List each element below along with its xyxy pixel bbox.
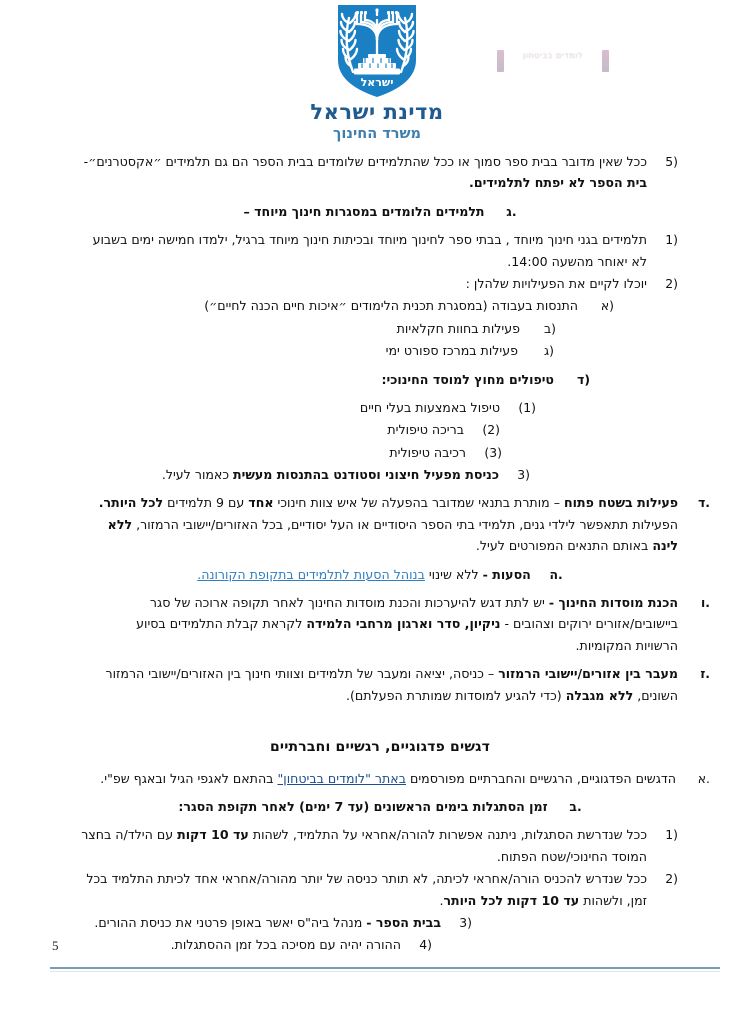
heading-marker: .ו bbox=[701, 595, 710, 611]
vav-line2-bold: ניקיון, סדר וארגון מרחבי הלמידה bbox=[306, 616, 501, 632]
he-plain: ללא שינוי bbox=[424, 566, 483, 582]
zayin-line2-bold: ללא מגבלה bbox=[565, 687, 634, 703]
list-item bbox=[50, 825, 678, 867]
document-header bbox=[0, 0, 754, 152]
list-item bbox=[50, 465, 678, 485]
page-number: 5 bbox=[52, 938, 59, 953]
zayin-line2-rest: (כדי להגיע למוסדות שמותרת הפעלתם). bbox=[345, 687, 566, 703]
section-heading-dalet bbox=[50, 493, 710, 556]
vav-bold-lead: הכנת מוסדות החינוך - bbox=[548, 595, 678, 611]
section-heading-he bbox=[50, 565, 710, 585]
zayin-line1-rest: – כניסה, יציאה ומעבר של תלמידים וצוותי חינוך בין האזורים/יישובי הרמזור bbox=[105, 666, 499, 682]
he-body bbox=[197, 565, 531, 585]
lomdim-bebitachon-watermark-logo bbox=[497, 46, 609, 78]
list-marker: (1) bbox=[518, 399, 536, 415]
heading-text: תלמידים הלומדים במסגרות חינוך מיוחד – bbox=[243, 203, 485, 219]
list-item-text bbox=[50, 913, 441, 933]
list-item bbox=[50, 398, 560, 418]
list-marker: (ב bbox=[544, 320, 556, 336]
dalet-bold-lead: פעילות בשטח פתוח bbox=[564, 495, 678, 511]
item-3-rest: כאמור לעיל. bbox=[161, 467, 234, 483]
pedb1-pre: ככל שנדרשת הסתגלות, ניתנה אפשרות להורה/אחראי על התלמיד, לשהות bbox=[248, 827, 647, 843]
list-item-text bbox=[50, 825, 647, 867]
dalet-bold-ehad: אחד bbox=[248, 495, 274, 511]
item-3-bold: כניסת מפעיל חיצוני וסטודנט בהתנסות מעשית bbox=[233, 467, 499, 483]
list-marker: (2 bbox=[665, 871, 678, 887]
logo-bar-left bbox=[497, 50, 504, 72]
list-item bbox=[50, 420, 560, 440]
list-item-text: זמן הסתגלות בימים הראשונים (עד 7 ימים) לאחר תקופת הסגר: bbox=[178, 799, 548, 815]
zayin-line2-pre: השונים, bbox=[633, 687, 678, 703]
section-heading-vav bbox=[50, 593, 710, 656]
list-item-text: התנסות בעבודה (במסגרת תכנית הלימודים ״איכות חיים הכנה לחיים״) bbox=[204, 298, 578, 314]
list-item bbox=[50, 913, 678, 933]
item-g1-line1: תלמידים בגני חינוך מיוחד , בבתי ספר לחינוך מיוחד ובכיתות חינוך מיוחד ברגיל, ילמדו חמישה ימים בשבוע bbox=[92, 232, 647, 248]
pedb2-post: . bbox=[439, 892, 444, 908]
pedagogic-section-title: דגשים פדגוגיים, רגשיים וחברתיים bbox=[269, 738, 491, 755]
list-marker: (א bbox=[600, 298, 614, 314]
logo-bar-right bbox=[602, 50, 609, 72]
hasaot-nohal-link[interactable]: בנוהל הסעות לתלמידים בתקופת הקורונה. bbox=[197, 566, 425, 582]
dalet-line2 bbox=[50, 515, 678, 535]
list-item bbox=[50, 341, 614, 361]
list-marker: (2) bbox=[482, 422, 500, 438]
pedb1-bold: עד 10 דקות bbox=[177, 827, 249, 843]
ped-a-post: בהתאם לאגפי הגיל ובאגף שפ"י. bbox=[100, 770, 278, 786]
pedb3-rest: מנהל ביה"ס יאשר באופן פרטני את כניסת ההורים. bbox=[94, 915, 367, 930]
list-item bbox=[50, 935, 678, 955]
ped-a-pre: הדגשים הפדגוגיים, הרגשיים והחברתיים מפורסמים bbox=[405, 770, 676, 786]
document-body bbox=[0, 152, 754, 956]
dalet-line3-rest: באותם התנאים המפורטים לעיל. bbox=[475, 538, 653, 554]
state-emblem-of-israel-icon bbox=[334, 2, 420, 100]
pedb1-line2: המוסד החינוכי/שטח הפתוח. bbox=[496, 848, 647, 864]
list-item-text: טיפולים מחוץ למוסד החינוכי: bbox=[381, 371, 554, 387]
vav-line2-rest: לקראת קבלת התלמידים בסיוע bbox=[136, 616, 307, 632]
list-item bbox=[50, 296, 614, 316]
pedb2-line1: ככל שנדרש להכניס הורה/אחראי לכיתה, לא תותר כניסה של יותר מהורה/אחראי אחד לכיתת התלמיד בכל bbox=[86, 871, 647, 887]
list-item bbox=[50, 769, 710, 789]
state-name-label: מדינת ישראל bbox=[310, 100, 444, 124]
vav-body bbox=[50, 593, 678, 656]
vav-line1-rest: יש לתת דגש להיערכות והכנת מוסדות החינוך לאחר תקופה ארוכה של סגר bbox=[149, 595, 549, 611]
zayin-body bbox=[50, 664, 678, 706]
dalet-bold-lo: ללא bbox=[107, 516, 133, 532]
list-item-text: יוכלו לקיים את הפעילויות שלהלן : bbox=[465, 275, 647, 291]
dalet-line2-pre: הפעילות תתאפשר לילדי גנים, תלמידי בתי הספר היסודיים או העל יסודיים, בכל האזורים/יישובי הרמזור, bbox=[132, 516, 678, 532]
list-item-text: ההורה יהיה עם מסיכה בכל זמן ההסתגלות. bbox=[170, 937, 401, 953]
dalet-line3 bbox=[50, 536, 678, 556]
he-bold-lead: הסעות - bbox=[482, 566, 531, 582]
logo-wordmark: לומדים בביטחון bbox=[522, 51, 584, 60]
dalet-mid2: עם 9 תלמידים bbox=[163, 495, 249, 511]
pedb2-bold: עד 10 דקות לכל היותר bbox=[443, 892, 580, 908]
list-item-text: פעילות במרכז ספורט ימי bbox=[385, 343, 518, 359]
item-5-line2-bold: בית הספר לא יפתח לתלמידים. bbox=[469, 175, 647, 191]
list-item bbox=[50, 319, 614, 339]
list-item-text: פעילות בחוות חקלאיות bbox=[396, 320, 520, 336]
svg-text:ישראל: ישראל bbox=[360, 76, 394, 89]
vav-line3: הרשויות המקומיות. bbox=[575, 637, 678, 653]
list-item-text: בריכה טיפולית bbox=[387, 422, 464, 438]
footer-divider bbox=[50, 967, 720, 969]
list-item-text bbox=[50, 465, 499, 485]
list-marker: (4 bbox=[419, 937, 432, 953]
pedb3-bold: בבית הספר - bbox=[366, 915, 441, 930]
list-marker: (3 bbox=[459, 915, 472, 930]
ministry-branding bbox=[277, 2, 477, 143]
dalet-mid: – מותרת בתנאי שמדובר בהפעלה של איש צוות חינוכי bbox=[273, 495, 564, 511]
heading-marker: .ז bbox=[700, 666, 710, 682]
list-item-text bbox=[50, 152, 647, 194]
vav-line2 bbox=[50, 614, 678, 634]
section-heading-gimel bbox=[50, 202, 710, 222]
heading-body bbox=[50, 493, 678, 556]
list-item bbox=[50, 370, 614, 390]
pedb1-post: עם הילד/ה בחצר bbox=[81, 827, 178, 843]
zayin-line2 bbox=[50, 686, 678, 706]
heading-marker: .ד bbox=[698, 495, 710, 511]
vav-line2-pre: ביישובים/אזורים ירוקים וצהובים - bbox=[500, 616, 678, 632]
list-item-text bbox=[50, 869, 647, 911]
list-item bbox=[50, 797, 710, 817]
item-5-line1: ככל שאין מדובר בבית ספר סמוך או ככל שהתלמידים שלומדים בבית הספר הם גם תלמידים ״אקסטרנים״- bbox=[83, 154, 647, 169]
pedb2-pre: זמן, ולשהות bbox=[579, 892, 647, 908]
list-item-text bbox=[50, 230, 647, 272]
dalet-bold-tail: לכל היותר. bbox=[98, 495, 164, 511]
list-item bbox=[50, 230, 678, 272]
list-marker: .א bbox=[697, 770, 710, 786]
list-item-text: טיפול באמצעות בעלי חיים bbox=[359, 399, 500, 415]
section-heading-zayin bbox=[50, 664, 710, 706]
heading-marker: .ה bbox=[549, 566, 563, 582]
list-marker: (2 bbox=[665, 275, 678, 291]
list-item bbox=[50, 443, 560, 463]
list-marker: (3) bbox=[484, 444, 502, 460]
item-g1-line2: לא יאוחר מהשעה 14:00. bbox=[507, 253, 647, 269]
list-item bbox=[50, 869, 678, 911]
list-marker: (1 bbox=[665, 827, 678, 843]
list-marker: .ב bbox=[569, 799, 582, 815]
footer-divider-secondary bbox=[50, 971, 720, 972]
ministry-name-label: משרד החינוך bbox=[333, 125, 421, 142]
list-marker: (1 bbox=[665, 232, 678, 248]
list-marker: (ד bbox=[577, 371, 590, 387]
list-marker: (5 bbox=[665, 154, 678, 169]
list-item-text: רכיבה טיפולית bbox=[389, 444, 466, 460]
dalet-bold-lina: לינה bbox=[652, 538, 678, 554]
zayin-bold-lead: מעבר בין אזורים/יישובי הרמזור bbox=[498, 666, 678, 682]
heading-marker: .ג bbox=[506, 203, 517, 219]
list-marker: (ג bbox=[544, 343, 554, 359]
pedb2-line2 bbox=[50, 891, 647, 911]
list-marker: (3 bbox=[517, 467, 530, 483]
lomdim-bebitachon-site-link[interactable]: באתר "לומדים בביטחון" bbox=[277, 770, 406, 786]
list-item-text bbox=[50, 769, 676, 789]
list-item bbox=[50, 152, 678, 194]
list-item bbox=[50, 274, 678, 294]
